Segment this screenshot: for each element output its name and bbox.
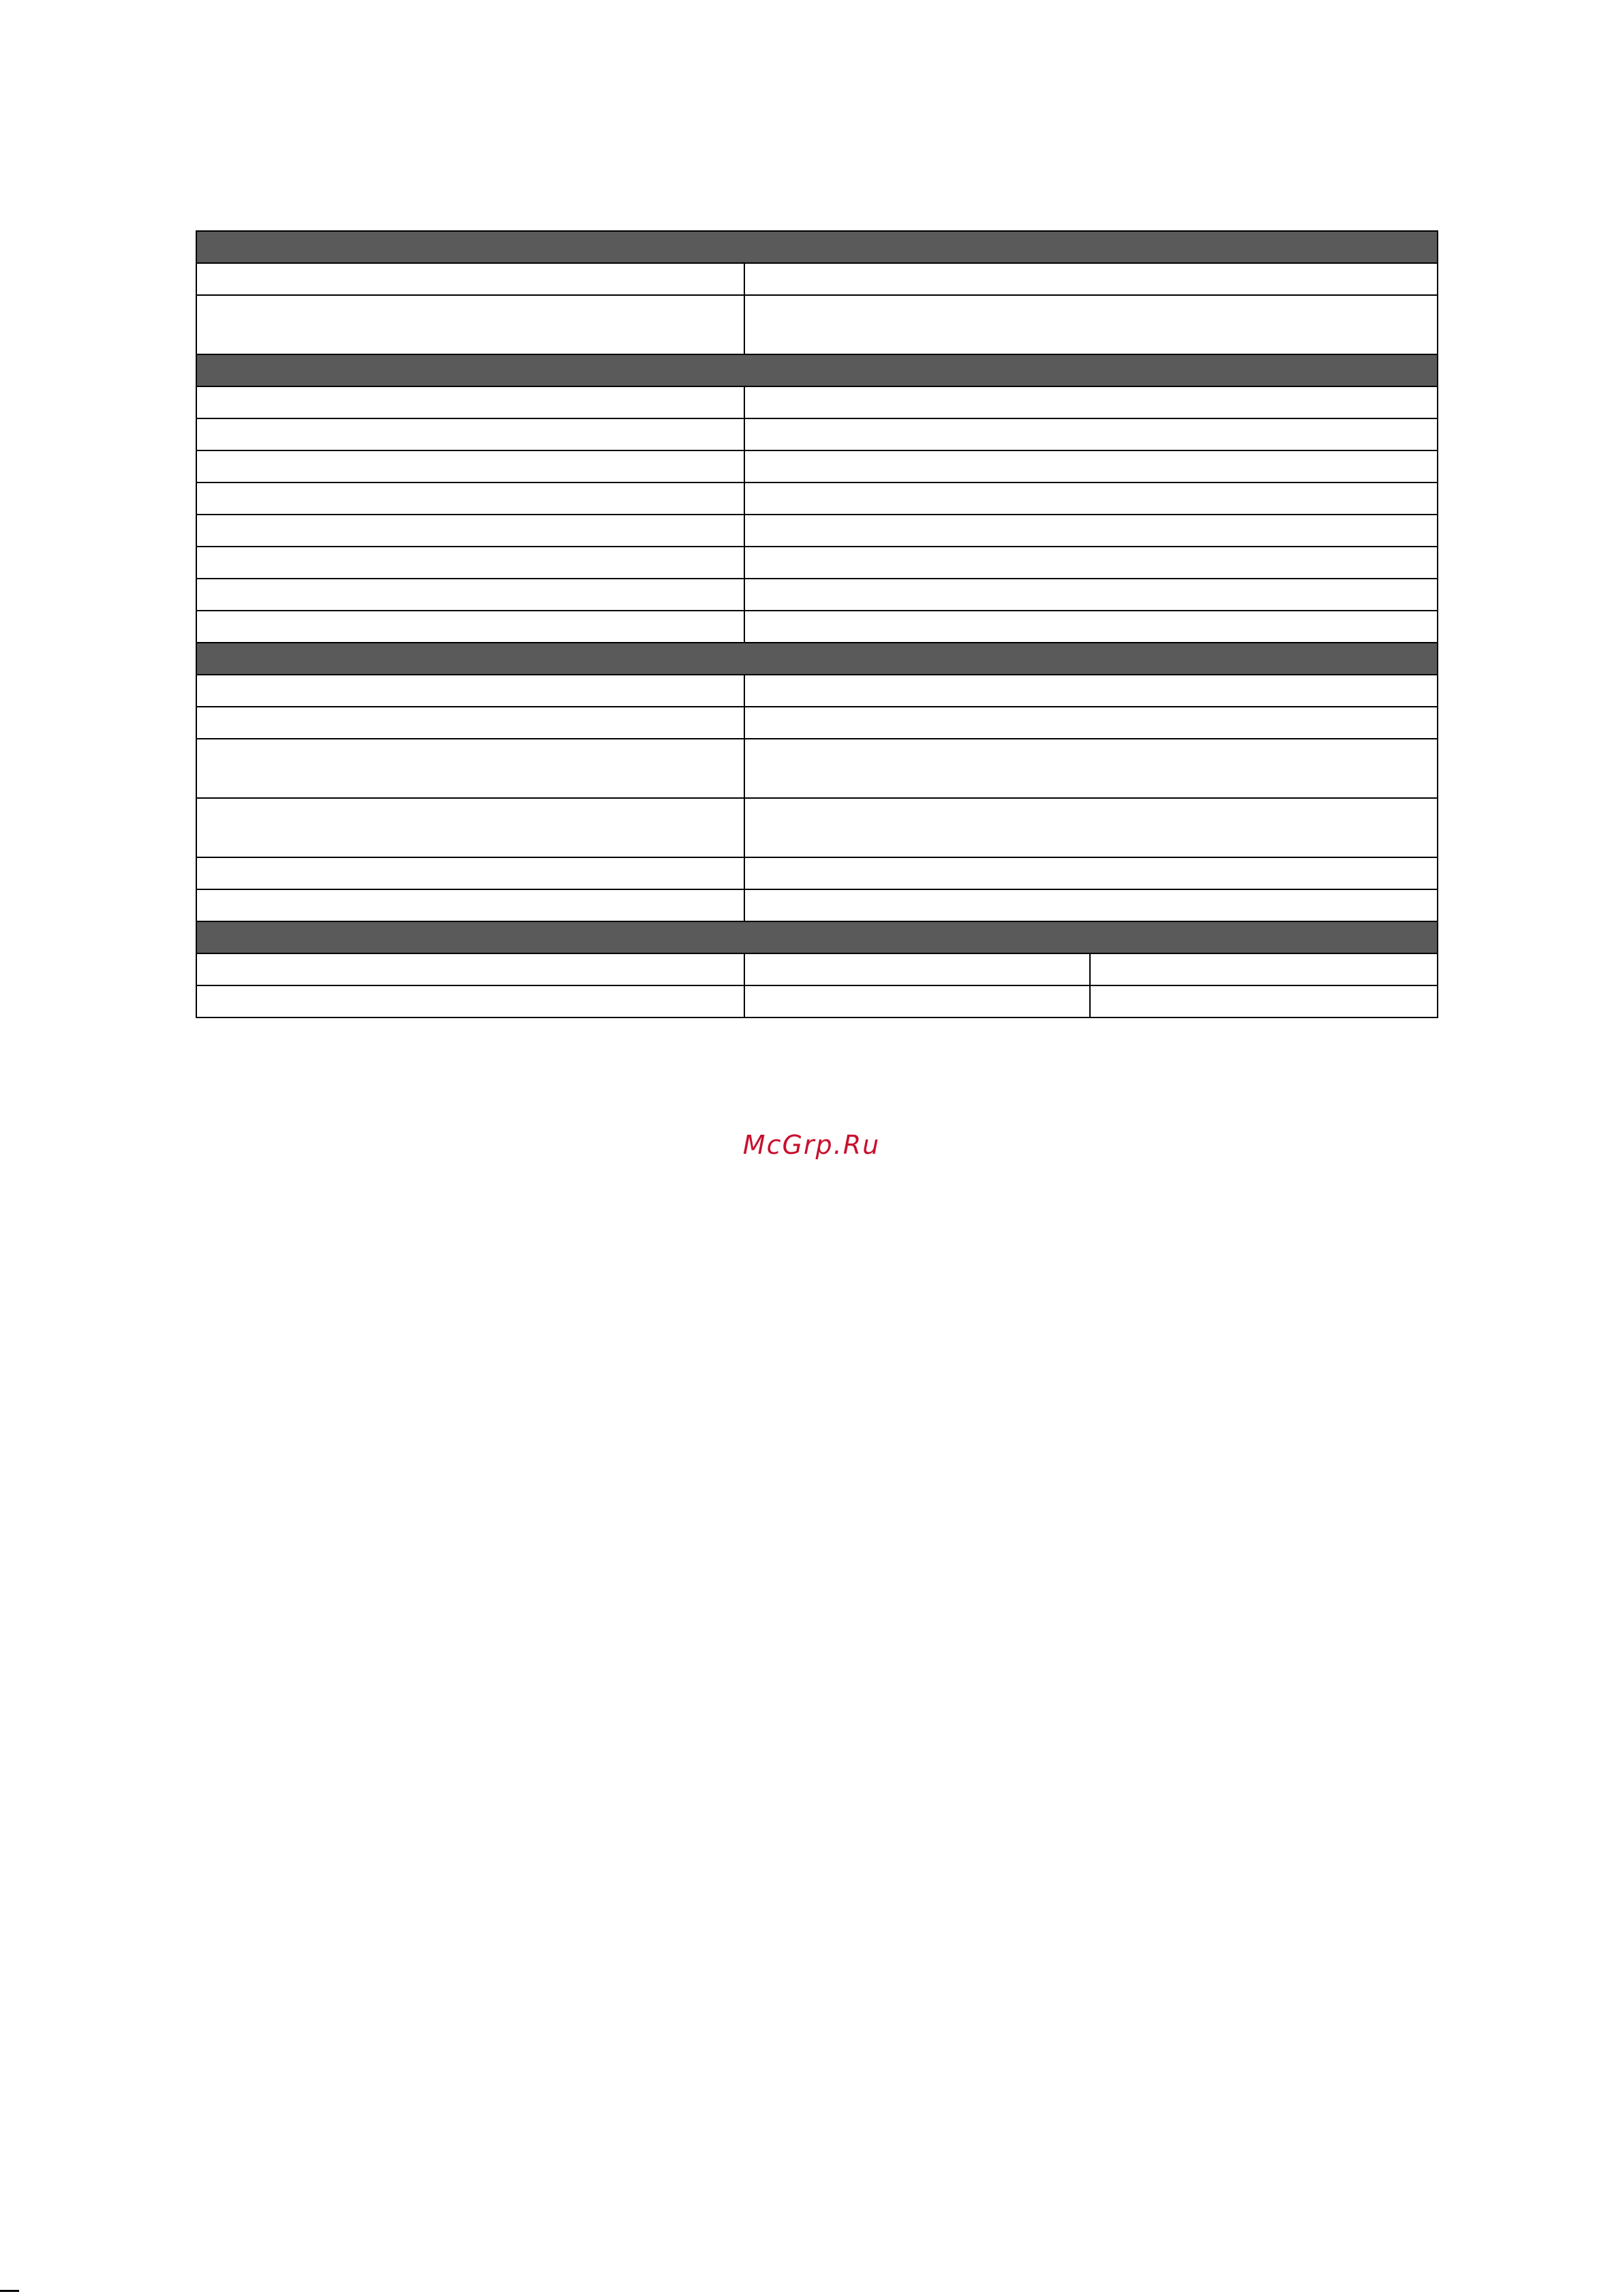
row-label: [196, 675, 744, 707]
row-value: [744, 675, 1438, 707]
row-value: [744, 515, 1438, 547]
table-row: [196, 483, 1438, 515]
row-value: [744, 798, 1438, 857]
section-header-1-text: [196, 231, 1438, 263]
section-header-2: [196, 354, 1438, 386]
row-label: [196, 547, 744, 579]
row-label: [196, 798, 744, 857]
table-row: [196, 739, 1438, 798]
row-label: [196, 263, 744, 295]
table-row: [196, 515, 1438, 547]
section-header-4-text: [196, 921, 1438, 953]
row-value: [744, 386, 1438, 418]
row-value: [744, 739, 1438, 798]
row-label: [196, 985, 744, 1017]
row-value: [744, 547, 1438, 579]
row-label: [196, 515, 744, 547]
row-label: [196, 857, 744, 889]
section-header-4: [196, 921, 1438, 953]
row-value: [744, 857, 1438, 889]
row-label: [196, 386, 744, 418]
table-row: [196, 450, 1438, 483]
table-row: [196, 386, 1438, 418]
row-value: [744, 579, 1438, 611]
row-value-2: [1090, 953, 1438, 985]
table-row: [196, 675, 1438, 707]
table-row: [196, 263, 1438, 295]
row-label: [196, 418, 744, 450]
table-row: [196, 985, 1438, 1017]
row-value: [744, 483, 1438, 515]
row-value: [744, 889, 1438, 921]
row-value: [744, 295, 1438, 354]
row-value: [744, 263, 1438, 295]
section-header-2-text: [196, 354, 1438, 386]
row-label: [196, 707, 744, 739]
page-corner-mark: [0, 2290, 19, 2292]
row-label: [196, 579, 744, 611]
row-value-2: [1090, 985, 1438, 1017]
section-header-1: [196, 231, 1438, 263]
section-header-3-text: [196, 643, 1438, 675]
row-label: [196, 483, 744, 515]
table-row: [196, 953, 1438, 985]
table-row: [196, 707, 1438, 739]
row-label: [196, 953, 744, 985]
table-row: [196, 889, 1438, 921]
table-row: [196, 547, 1438, 579]
row-value: [744, 418, 1438, 450]
row-label: [196, 739, 744, 798]
table-row: [196, 295, 1438, 354]
table-row: [196, 857, 1438, 889]
table-row: [196, 798, 1438, 857]
section-header-3: [196, 643, 1438, 675]
table-row: [196, 418, 1438, 450]
row-value: [744, 707, 1438, 739]
row-label: [196, 611, 744, 643]
row-value-1: [744, 985, 1090, 1017]
spec-table: [196, 230, 1438, 1018]
row-value-1: [744, 953, 1090, 985]
row-label: [196, 889, 744, 921]
row-value: [744, 450, 1438, 483]
table-row: [196, 611, 1438, 643]
row-label: [196, 295, 744, 354]
table-row: [196, 579, 1438, 611]
row-value: [744, 611, 1438, 643]
row-label: [196, 450, 744, 483]
watermark-link[interactable]: McGrp.Ru: [742, 1130, 881, 1160]
